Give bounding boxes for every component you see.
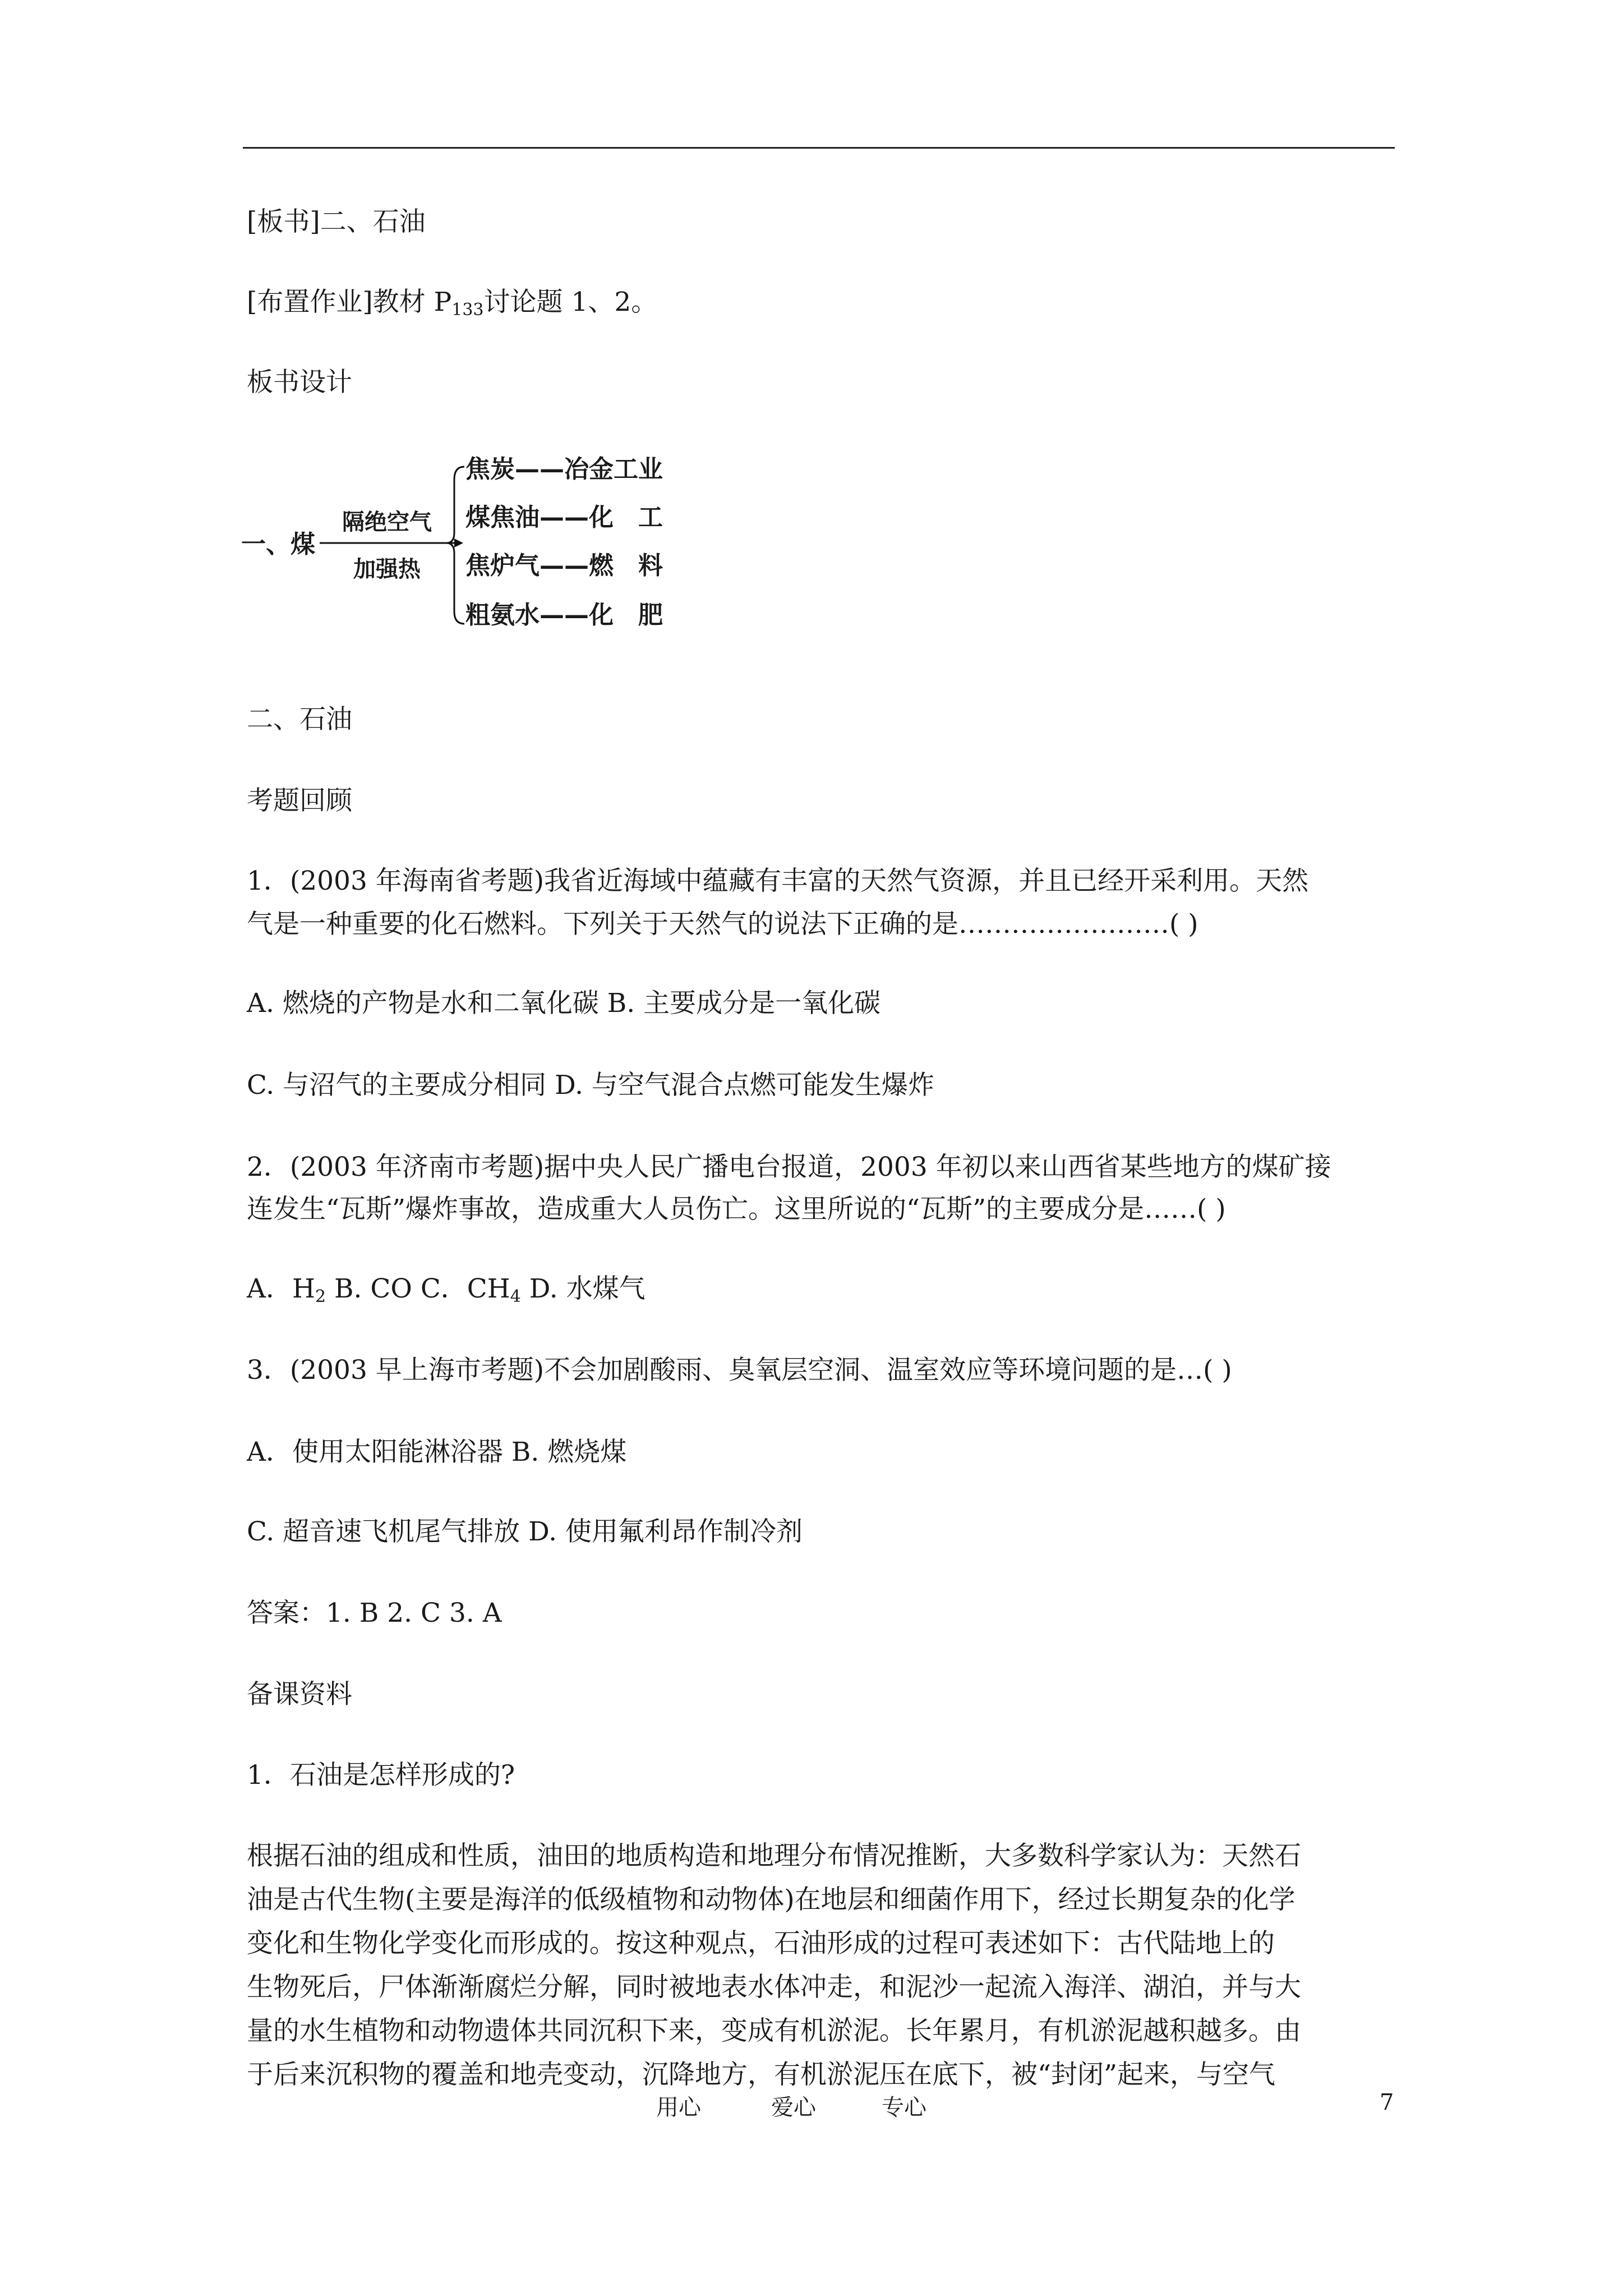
- footer-text-3: 专心: [882, 2095, 926, 2120]
- diagram-item: 煤焦油——化 工: [465, 503, 663, 532]
- prep-material-heading: 备课资料: [247, 1679, 352, 1710]
- board-diagram: [241, 454, 746, 639]
- paragraph-line: 生物死后，尸体渐渐腐烂分解，同时被地表水体冲走，和泥沙一起流入海洋、湖泊，并与大: [247, 1972, 1301, 2003]
- coal-label: 一、煤: [241, 530, 315, 559]
- question-1-options-2: C. 与沼气的主要成分相同 D. 与空气混合点燃可能发生爆炸: [247, 1070, 934, 1101]
- board-design-title: 板书设计: [247, 367, 352, 398]
- question-1-line-1: 1．(2003 年海南省考题)我省近海域中蕴藏有丰富的天然气资源，并且已经开采利用。天然: [247, 866, 1309, 896]
- question-2-line-1: 2．(2003 年济南市考题)据中央人民广播电台报道，2003 年初以来山西省某些地方的煤矿接: [247, 1152, 1331, 1182]
- footer-text-2: 爱心: [771, 2095, 816, 2120]
- homework-line: [布置作业]教材 $P_{133}$讨论题 1、2。: [247, 287, 658, 320]
- paragraph-line: 油是古代生物(主要是海洋的低级植物和动物体)在地层和细菌作用下，经过长期复杂的化学: [247, 1884, 1295, 1915]
- question-3-line: 3．(2003 早上海市考题)不会加剧酸雨、臭氧层空洞、温室效应等环境问题的是…( ): [247, 1355, 1232, 1386]
- paragraph-line: 于后来沉积物的覆盖和地壳变动，沉降地方，有机淤泥压在底下，被“封闭”起来，与空气: [247, 2059, 1276, 2090]
- arrow-bottom-label: 加强热: [353, 556, 421, 582]
- question-2-options: A．$H_2$ B. CO C．$CH_4$ D. 水煤气: [247, 1273, 645, 1306]
- diagram-item: 粗氨水——化 肥: [465, 601, 663, 629]
- paragraph-line: 变化和生物化学变化而形成的。按这种观点，石油形成的过程可表述如下：古代陆地上的: [247, 1928, 1275, 1959]
- diagram-item: 焦炉气——燃 料: [465, 551, 663, 580]
- exam-review-heading: 考题回顾: [247, 785, 352, 816]
- answer-line: 答案：1. B 2. C 3. A: [247, 1598, 502, 1628]
- footer-text-1: 用心: [656, 2095, 701, 2120]
- diagram-item: 焦炭——冶金工业: [465, 455, 663, 484]
- body-paragraph: [247, 1834, 1396, 2097]
- question-1-options-1: A. 燃烧的产物是水和二氧化碳 B. 主要成分是一氧化碳: [247, 988, 881, 1019]
- section-petroleum: 二、石油: [247, 704, 352, 735]
- question-2-line-2: 连发生“瓦斯”爆炸事故，造成重大人员伤亡。这里所说的“瓦斯”的主要成分是……( ): [247, 1194, 1226, 1225]
- blackboard-heading: [板书]二、石油: [247, 206, 426, 237]
- header-rule: [243, 147, 1395, 149]
- topic-question: 1．石油是怎样形成的?: [247, 1760, 515, 1791]
- page-number: 7: [1380, 2090, 1394, 2115]
- paragraph-line: 量的水生植物和动物遗体共同沉积下来，变成有机淤泥。长年累月，有机淤泥越积越多。由: [247, 2016, 1301, 2046]
- question-3-options-1: A．使用太阳能淋浴器 B. 燃烧煤: [247, 1437, 627, 1467]
- arrow-top-label: 隔绝空气: [342, 509, 432, 535]
- paragraph-line: 根据石油的组成和性质，油田的地质构造和地理分布情况推断，大多数科学家认为：天然石: [247, 1841, 1301, 1871]
- question-3-options-2: C. 超音速飞机尾气排放 D. 使用氟利昂作制冷剂: [247, 1516, 803, 1547]
- question-1-line-2: 气是一种重要的化石燃料。下列关于天然气的说法下正确的是……………………( ): [247, 909, 1198, 940]
